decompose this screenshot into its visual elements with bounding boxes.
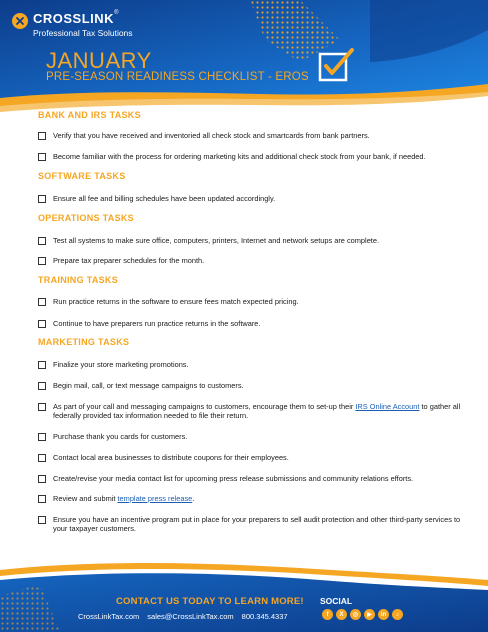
task-checkbox[interactable] <box>38 475 46 483</box>
task-checkbox[interactable] <box>38 454 46 462</box>
task-item <box>38 402 466 420</box>
tiktok-icon[interactable]: ♪ <box>392 609 403 620</box>
footer-banner <box>0 556 488 632</box>
crosslink-logo <box>12 10 133 38</box>
task-checkbox[interactable] <box>38 433 46 441</box>
contact-info <box>78 612 288 621</box>
cta-text: CONTACT US TODAY TO LEARN MORE! <box>116 596 304 607</box>
task-item <box>38 236 466 245</box>
phone-number[interactable]: 800.345.4337 <box>241 612 288 621</box>
task-text: Create/revise your media contact list for upcoming press release submissions and community relations efforts. <box>53 474 414 483</box>
website-link[interactable]: CrossLinkTax.com <box>78 612 140 621</box>
task-checkbox[interactable] <box>38 382 46 390</box>
task-text: Run practice returns in the software to ensure fees match expected pricing. <box>53 297 299 306</box>
task-item <box>38 432 466 441</box>
task-item <box>38 131 466 140</box>
task-text-part: As part of your call and messaging campaigns to customers, encourage them to set-up their <box>53 402 356 411</box>
task-text: Prepare tax preparer schedules for the month. <box>53 256 205 265</box>
task-item <box>38 297 466 306</box>
task-text: Ensure you have an incentive program put in place for your preparers to sell audit protection and other third-party services to your taxpayer customers. <box>53 515 461 533</box>
task-checkbox[interactable] <box>38 153 46 161</box>
task-text: Begin mail, call, or text message campaigns to customers. <box>53 381 244 390</box>
task-item <box>38 494 466 503</box>
brand-tagline: Professional Tax Solutions <box>33 28 133 38</box>
instagram-icon[interactable]: ◎ <box>350 609 361 620</box>
task-text <box>53 402 466 420</box>
task-checkbox[interactable] <box>38 403 46 411</box>
task-text: Become familiar with the process for ordering marketing kits and additional check stock from your bank, if needed. <box>53 152 426 161</box>
task-checkbox[interactable] <box>38 257 46 265</box>
checkbox-check-icon <box>318 48 356 82</box>
section-title-training: TRAINING TASKS <box>38 275 119 285</box>
task-item <box>38 360 466 369</box>
section-title-bank-irs: BANK AND IRS TASKS <box>38 110 141 120</box>
task-text: Contact local area businesses to distribute coupons for their employees. <box>53 453 289 462</box>
section-title-marketing: MARKETING TASKS <box>38 337 130 347</box>
task-text: Verify that you have received and inventoried all check stock and smartcards from bank partners. <box>53 131 370 140</box>
task-checkbox[interactable] <box>38 132 46 140</box>
irs-online-account-link[interactable]: IRS Online Account <box>355 402 420 411</box>
youtube-icon[interactable]: ▶ <box>364 609 375 620</box>
linkedin-icon[interactable]: in <box>378 609 389 620</box>
task-checkbox[interactable] <box>38 320 46 328</box>
brand-name: CROSSLINK <box>33 11 115 26</box>
social-label: SOCIAL <box>320 596 353 606</box>
facebook-icon[interactable]: f <box>322 609 333 620</box>
task-checkbox[interactable] <box>38 516 46 524</box>
task-checkbox[interactable] <box>38 195 46 203</box>
template-press-release-link[interactable]: template press release <box>117 494 193 503</box>
task-text-part: to gather all federally provided tax information needed to file their return. <box>53 402 461 420</box>
task-item <box>38 256 466 265</box>
task-text-part: . <box>192 494 195 503</box>
trademark-symbol: ® <box>114 10 119 16</box>
social-icons <box>322 609 403 620</box>
section-title-operations: OPERATIONS TASKS <box>38 213 134 223</box>
page-title-subtitle: PRE-SEASON READINESS CHECKLIST - EROS <box>46 71 309 83</box>
task-item <box>38 194 466 203</box>
task-text-part: Review and submit <box>53 494 118 503</box>
email-link[interactable]: sales@CrossLinkTax.com <box>147 612 234 621</box>
header-banner <box>0 0 488 112</box>
task-checkbox[interactable] <box>38 495 46 503</box>
task-text <box>53 494 194 503</box>
task-item <box>38 515 466 533</box>
task-checkbox[interactable] <box>38 361 46 369</box>
task-item <box>38 319 466 328</box>
task-checkbox[interactable] <box>38 237 46 245</box>
task-text: Purchase thank you cards for customers. <box>53 432 188 441</box>
task-text: Continue to have preparers run practice returns in the software. <box>53 319 261 328</box>
task-item <box>38 453 466 462</box>
task-item <box>38 474 466 483</box>
task-text: Finalize your store marketing promotions. <box>53 360 189 369</box>
x-icon[interactable]: X <box>336 609 347 620</box>
task-item <box>38 152 466 161</box>
task-text: Ensure all fee and billing schedules have been updated accordingly. <box>53 194 276 203</box>
page-title-month: JANUARY <box>46 48 152 73</box>
logo-icon <box>12 13 28 29</box>
task-text: Test all systems to make sure office, computers, printers, Internet and network setups are complete. <box>53 236 380 245</box>
task-checkbox[interactable] <box>38 298 46 306</box>
section-title-software: SOFTWARE TASKS <box>38 171 126 181</box>
task-item <box>38 381 466 390</box>
